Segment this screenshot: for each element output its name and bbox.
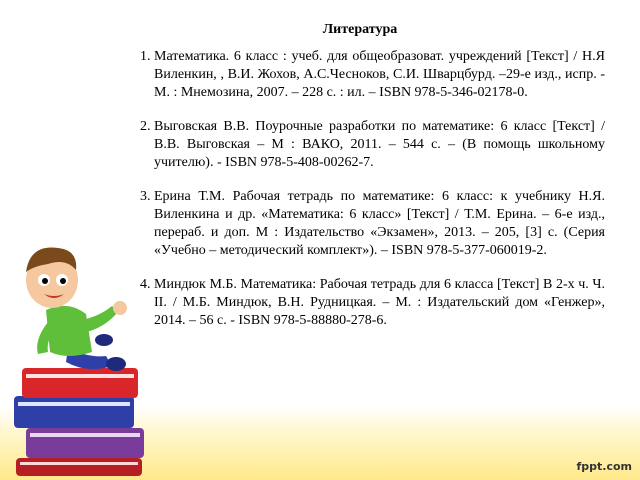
list-item xyxy=(154,188,605,260)
reference-text: Ерина Т.М. Рабочая тетрадь по математике: 6 класс: к учебнику Н.Я. Виленкина и др. «Математика: 6 класс» [Текст] / Т.М. Ерина. – 6-е изд., перераб. и доп. М : Издательство «Экзамен», 2013. – 205, [3] с. (Серия «Учебно – методический комплект»). – ISBN 978-5-377-060019-2. xyxy=(154,189,605,258)
reference-text: Выговская В.В. Поурочные разработки по математике: 6 класс [Текст] / В.В. Выговская – М : ВАКО, 2011. – 544 с. – (В помощь школьному учителю). - ISBN 978-5-408-00262-7. xyxy=(154,119,605,170)
list-item xyxy=(154,276,605,330)
footer-logo: fppt.com xyxy=(576,460,632,473)
reference-text: Миндюк М.Б. Математика: Рабочая тетрадь для 6 класса [Текст] В 2-х ч. Ч. II. / М.Б. Миндюк, В.Н. Рудницкая. – М. : Издательский дом «Генжер», 2014. – 56 с. - ISBN 978-5-88880-278-6. xyxy=(154,277,605,328)
list-item xyxy=(154,118,605,172)
page-title: Литература xyxy=(322,22,398,37)
reference-text: Математика. 6 класс : учеб. для общеобразоват. учреждений [Текст] / Н.Я Виленкин, , В.И. Жохов, А.С.Чесноков, С.И. Шварцбурд. –29-е изд., испр. - М. : Мнемозина, 2007. – 228 с. : ил. – ISBN 978-5-346-02178-0. xyxy=(154,49,605,100)
book-stack-icon xyxy=(14,368,144,476)
list-item xyxy=(154,48,605,102)
boy-on-books-illustration xyxy=(8,228,148,478)
reference-list xyxy=(118,48,605,346)
boy-icon xyxy=(26,248,127,372)
